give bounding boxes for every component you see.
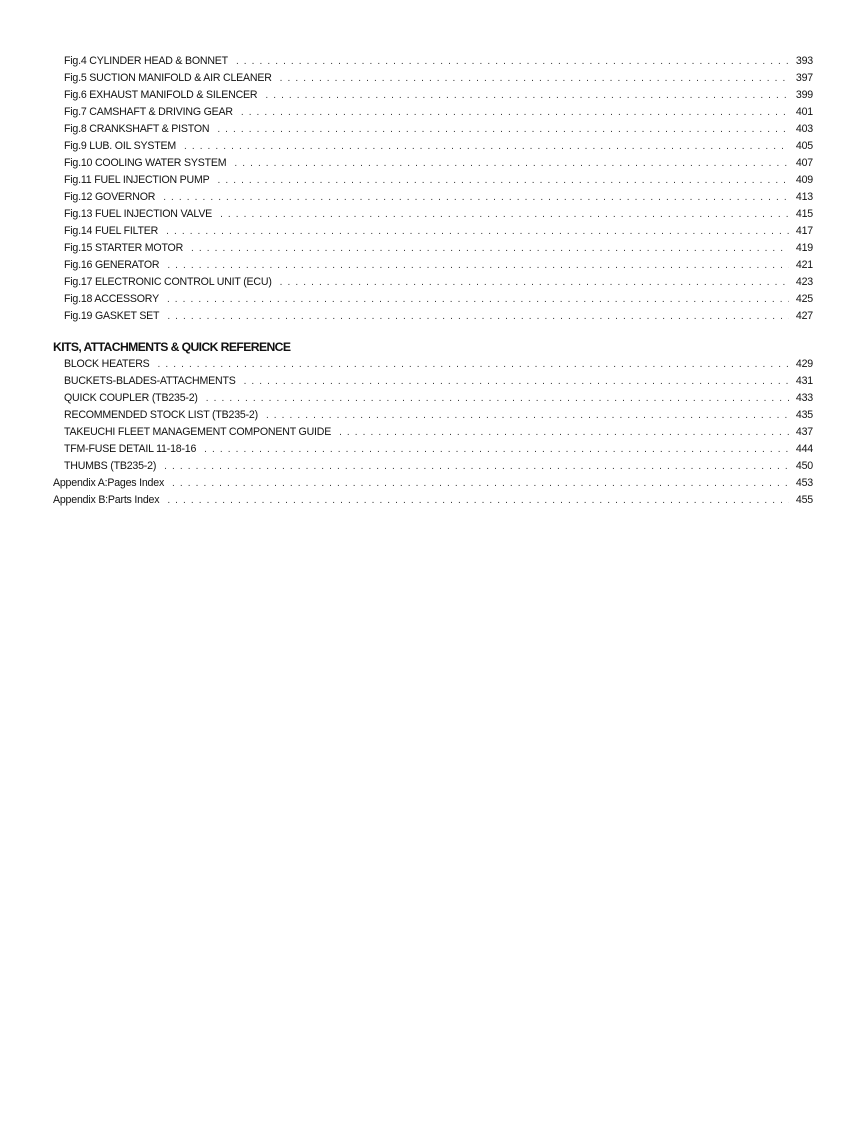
dot-leader [280, 274, 789, 291]
dot-leader [241, 104, 789, 121]
toc-entry-label: Fig.9 LUB. OIL SYSTEM [64, 140, 176, 152]
dot-leader [163, 189, 789, 206]
toc-entry-label: Appendix A:Pages Index [53, 477, 165, 489]
toc-entry-page: 397 [795, 72, 813, 84]
toc-entry[interactable] [53, 172, 813, 189]
kits-list [53, 356, 813, 475]
toc-entry[interactable] [53, 53, 813, 70]
toc-entry[interactable] [53, 274, 813, 291]
toc-entry-page: 427 [795, 310, 813, 322]
toc-entry[interactable] [53, 407, 813, 424]
toc-entry[interactable] [53, 240, 813, 257]
toc-entry[interactable] [53, 155, 813, 172]
dot-leader [244, 373, 789, 390]
appendix-list [53, 475, 813, 509]
toc-entry[interactable] [53, 356, 813, 373]
toc-entry-page: 433 [795, 392, 813, 404]
dot-leader [206, 390, 789, 407]
toc-entry-page: 455 [795, 494, 813, 506]
toc-entry-page: 413 [795, 191, 813, 203]
toc-entry-label: BUCKETS-BLADES-ATTACHMENTS [64, 375, 236, 387]
dot-leader [265, 87, 789, 104]
toc-entry-page: 417 [795, 225, 813, 237]
toc-entry-page: 450 [795, 460, 813, 472]
toc-entry[interactable] [53, 291, 813, 308]
toc-entry-page: 431 [795, 375, 813, 387]
toc-entry-label: Appendix B:Parts Index [53, 494, 160, 506]
toc-entry[interactable] [53, 206, 813, 223]
dot-leader [204, 441, 789, 458]
toc-entry[interactable] [53, 121, 813, 138]
toc-entry-page: 403 [795, 123, 813, 135]
toc-entry-label: Fig.4 CYLINDER HEAD & BONNET [64, 55, 228, 67]
dot-leader [339, 424, 789, 441]
table-of-contents [53, 53, 813, 509]
toc-entry-label: RECOMMENDED STOCK LIST (TB235-2) [64, 409, 258, 421]
toc-entry-page: 437 [795, 426, 813, 438]
toc-entry[interactable] [53, 104, 813, 121]
dot-leader [217, 121, 789, 138]
toc-entry-page: 453 [795, 477, 813, 489]
dot-leader [234, 155, 789, 172]
toc-entry-appendix[interactable] [53, 492, 813, 509]
toc-entry[interactable] [53, 441, 813, 458]
toc-entry-page: 435 [795, 409, 813, 421]
toc-entry[interactable] [53, 138, 813, 155]
dot-leader [236, 53, 789, 70]
toc-entry-page: 444 [795, 443, 813, 455]
toc-entry[interactable] [53, 189, 813, 206]
toc-entry-page: 429 [795, 358, 813, 370]
dot-leader [280, 70, 789, 87]
toc-entry-label: Fig.17 ELECTRONIC CONTROL UNIT (ECU) [64, 276, 272, 288]
toc-entry[interactable] [53, 87, 813, 104]
dot-leader [164, 458, 789, 475]
toc-entry[interactable] [53, 223, 813, 240]
toc-entry-label: Fig.14 FUEL FILTER [64, 225, 159, 237]
dot-leader [167, 308, 789, 325]
toc-entry-page: 405 [795, 140, 813, 152]
toc-entry-label: Fig.8 CRANKSHAFT & PISTON [64, 123, 210, 135]
toc-entry-appendix[interactable] [53, 475, 813, 492]
toc-entry[interactable] [53, 257, 813, 274]
section-heading: KITS, ATTACHMENTS & QUICK REFERENCE [53, 340, 291, 354]
dot-leader [166, 223, 789, 240]
toc-entry-page: 425 [795, 293, 813, 305]
toc-entry-label: QUICK COUPLER (TB235-2) [64, 392, 198, 404]
toc-entry-page: 421 [795, 259, 813, 271]
toc-entry-page: 409 [795, 174, 813, 186]
toc-entry-page: 419 [795, 242, 813, 254]
toc-entry-label: Fig.18 ACCESSORY [64, 293, 159, 305]
toc-entry[interactable] [53, 308, 813, 325]
toc-entry-label: Fig.7 CAMSHAFT & DRIVING GEAR [64, 106, 233, 118]
toc-entry-label: Fig.11 FUEL INJECTION PUMP [64, 174, 210, 186]
dot-leader [191, 240, 789, 257]
toc-entry-label: Fig.10 COOLING WATER SYSTEM [64, 157, 227, 169]
dot-leader [158, 356, 789, 373]
toc-entry-label: THUMBS (TB235-2) [64, 460, 157, 472]
toc-entry-label: Fig.5 SUCTION MANIFOLD & AIR CLEANER [64, 72, 272, 84]
toc-entry-label: TAKEUCHI FLEET MANAGEMENT COMPONENT GUIDE [64, 426, 332, 438]
toc-entry-page: 401 [795, 106, 813, 118]
toc-entry-label: Fig.12 GOVERNOR [64, 191, 156, 203]
toc-entry-page: 399 [795, 89, 813, 101]
toc-entry-label: Fig.19 GASKET SET [64, 310, 160, 322]
dot-leader [167, 492, 789, 509]
dot-leader [167, 291, 789, 308]
toc-entry[interactable] [53, 390, 813, 407]
toc-entry-label: Fig.13 FUEL INJECTION VALVE [64, 208, 213, 220]
dot-leader [167, 257, 789, 274]
toc-entry-label: Fig.15 STARTER MOTOR [64, 242, 184, 254]
toc-entry-label: TFM-FUSE DETAIL 11-18-16 [64, 443, 197, 455]
toc-entry-label: Fig.6 EXHAUST MANIFOLD & SILENCER [64, 89, 258, 101]
toc-entry[interactable] [53, 373, 813, 390]
toc-entry[interactable] [53, 424, 813, 441]
dot-leader [184, 138, 789, 155]
toc-entry-page: 415 [795, 208, 813, 220]
toc-entry-page: 393 [795, 55, 813, 67]
dot-leader [220, 206, 789, 223]
toc-entry[interactable] [53, 70, 813, 87]
toc-entry-label: BLOCK HEATERS [64, 358, 150, 370]
figure-list [53, 53, 813, 325]
toc-entry-page: 423 [795, 276, 813, 288]
toc-entry-label: Fig.16 GENERATOR [64, 259, 160, 271]
dot-leader [218, 172, 790, 189]
toc-entry-page: 407 [795, 157, 813, 169]
toc-entry[interactable] [53, 458, 813, 475]
dot-leader [266, 407, 789, 424]
dot-leader [172, 475, 789, 492]
